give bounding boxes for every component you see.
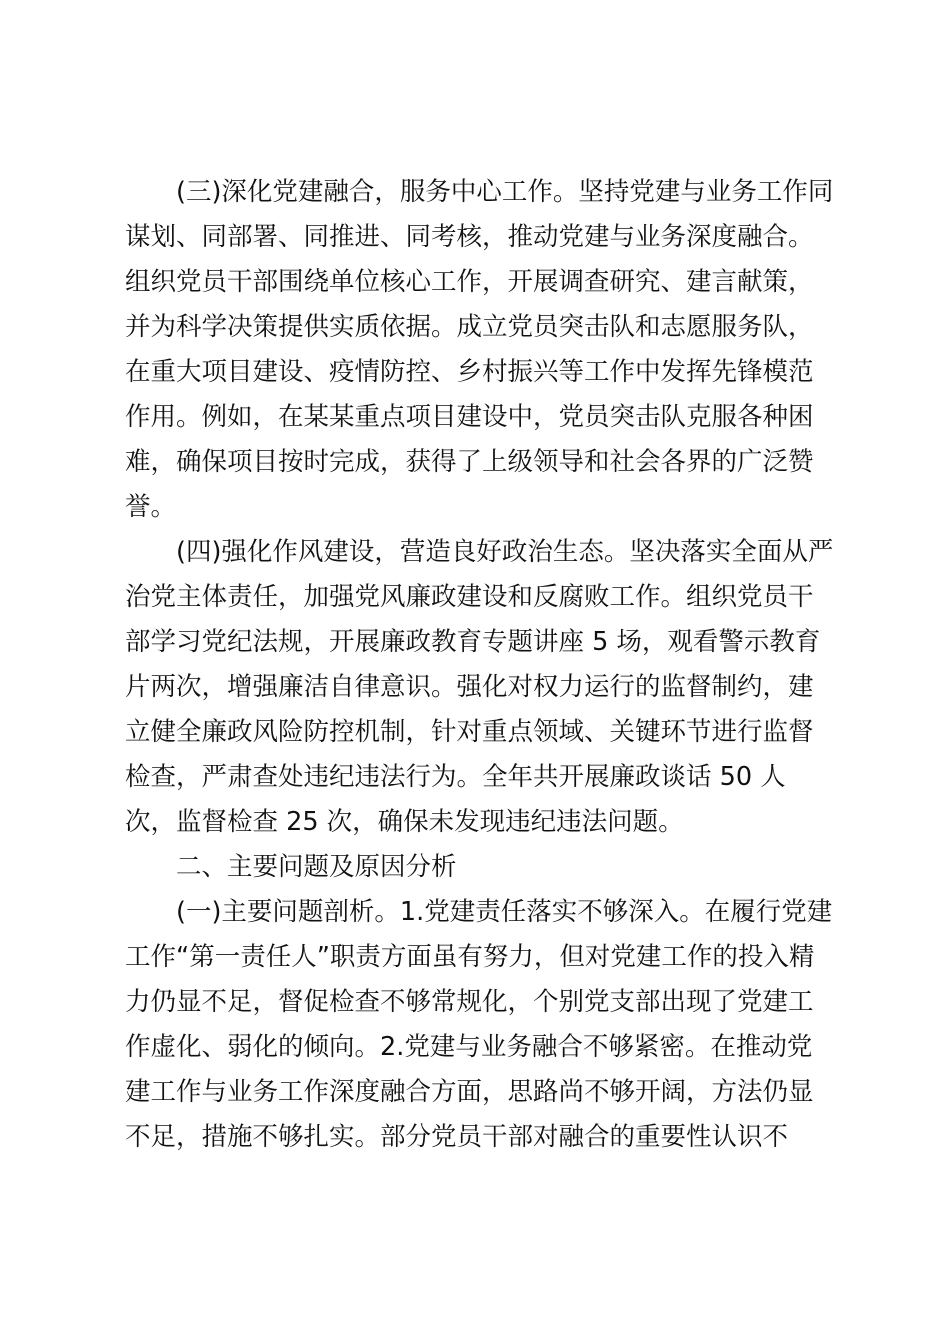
text-line: 并为科学决策提供实质依据。成立党员突击队和志愿服务队， <box>125 312 814 342</box>
text-line: 组织党员干部围绕单位核心工作，开展调查研究、建言献策， <box>125 267 814 297</box>
text-line: 作用。例如，在某某重点项目建设中，党员突击队克服各种困 <box>125 402 814 432</box>
document-body <box>125 170 834 1160</box>
text-line: 在重大项目建设、疫情防控、乡村振兴等工作中发挥先锋模范 <box>125 357 814 387</box>
text-line: (一)主要问题剖析。1.党建责任落实不够深入。在履行党建 <box>176 897 833 927</box>
text-line: 部学习党纪法规，开展廉政教育专题讲座 5 场，观看警示教育 <box>125 627 821 657</box>
text-line: 作虚化、弱化的倾向。2.党建与业务融合不够紧密。在推动党 <box>125 1032 813 1062</box>
text-line: (四)强化作风建设，营造良好政治生态。坚决落实全面从严 <box>176 537 834 567</box>
text-line: 谋划、同部署、同推进、同考核，推动党建与业务深度融合。 <box>125 222 814 252</box>
text-line: 不足，措施不够扎实。部分党员干部对融合的重要性认识不 <box>125 1122 789 1152</box>
paragraph-problem-analysis <box>125 890 833 1160</box>
text-line: 建工作与业务工作深度融合方面，思路尚不够开阔，方法仍显 <box>125 1077 814 1107</box>
text-line: 二、主要问题及原因分析 <box>176 852 457 882</box>
section-heading-problems <box>125 845 827 890</box>
paragraph-work-style <box>125 530 834 845</box>
text-line: 难，确保项目按时完成，获得了上级领导和社会各界的广泛赞 <box>125 447 814 477</box>
text-line: 誉。 <box>125 492 177 522</box>
text-line: (三)深化党建融合，服务中心工作。坚持党建与业务工作同 <box>176 177 834 207</box>
text-line: 治党主体责任，加强党风廉政建设和反腐败工作。组织党员干 <box>125 582 814 612</box>
text-line: 次，监督检查 25 次，确保未发现违纪违法问题。 <box>125 807 684 837</box>
text-line: 力仍显不足，督促检查不够常规化，个别党支部出现了党建工 <box>125 987 814 1017</box>
text-line: 立健全廉政风险防控机制，针对重点领域、关键环节进行监督 <box>125 717 814 747</box>
text-line: 片两次，增强廉洁自律意识。强化对权力运行的监督制约，建 <box>125 672 814 702</box>
text-line: 检查，严肃查处违纪违法行为。全年共开展廉政谈话 50 人 <box>125 762 786 792</box>
paragraph-party-integration <box>125 170 834 530</box>
text-line: 工作“第一责任人”职责方面虽有努力，但对党建工作的投入精 <box>125 942 815 972</box>
